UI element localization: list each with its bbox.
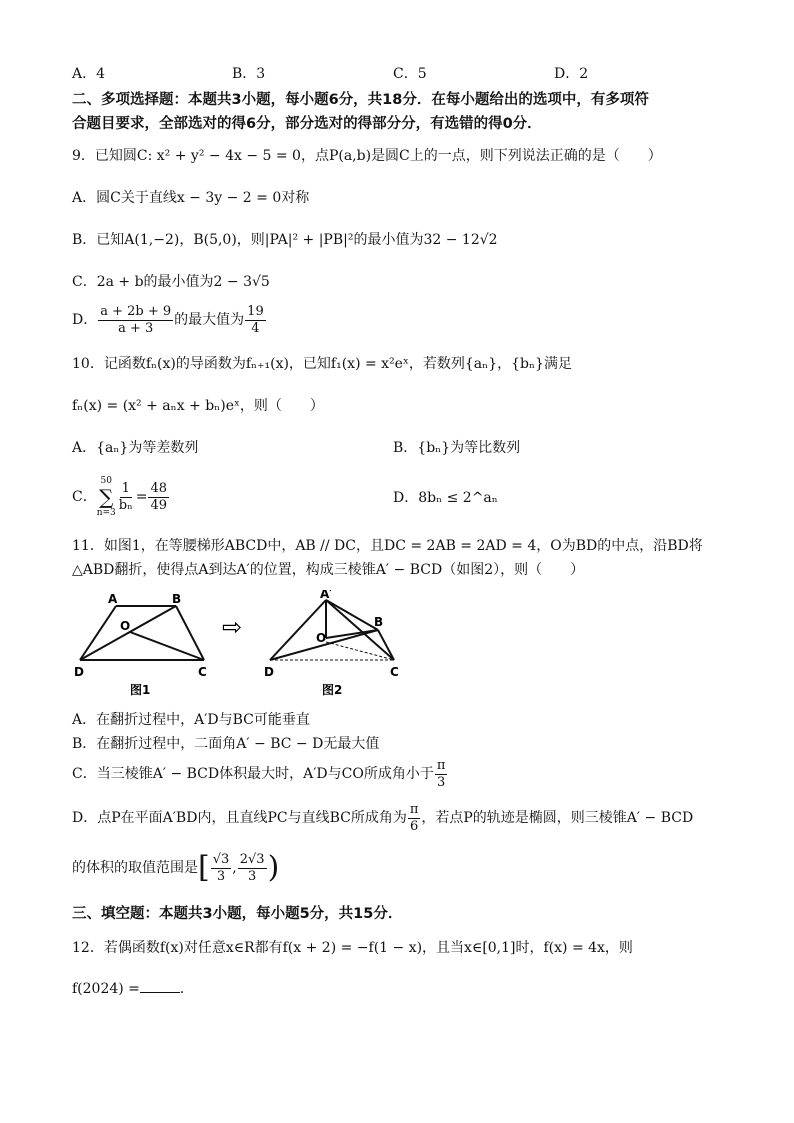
q11-d-text1: D．点P在平面A′BD内，且直线PC与直线BC所成角为: [72, 810, 407, 826]
q11-d-comma: ,: [232, 860, 237, 876]
q11-d-text2: ，若点P的轨迹是椭圆，则三棱锥A′ − BCD: [421, 810, 694, 826]
q9-option-d: [72, 302, 267, 338]
q11-d-bracket-right: ): [267, 850, 280, 885]
q10-c-value-num: 48: [150, 480, 168, 496]
q10-stem-line2: fₙ(x) = (x² + aₙx + bₙ)eˣ，则（ ）: [72, 398, 324, 414]
q11-stem-line2: △ABD翻折，使得点A到达A′的位置，构成三棱锥A′ − BCD（如图2），则（ ）: [72, 562, 585, 578]
q10-c-equals: =: [135, 489, 148, 505]
fig2-point-a-prime: A′: [320, 590, 333, 601]
fig1-point-o: O: [120, 619, 131, 633]
prev-option-b: B．3: [232, 66, 266, 82]
q11-d-num: π: [409, 801, 419, 817]
fig1-label: 图1: [130, 683, 151, 697]
q11-d-r1-num: √3: [212, 851, 230, 867]
q11-stem-line1: 11．如图1，在等腰梯形ABCD中，AB // DC，且DC = 2AB = 2AD = 4，O为BD的中点，沿BD将: [72, 538, 703, 554]
q10-c-value-den: 49: [150, 497, 168, 513]
q10-c-value: [148, 482, 169, 513]
q11-d-fraction: [408, 803, 421, 834]
segment-oc: [130, 632, 204, 660]
fig2-point-b: B: [374, 615, 384, 629]
fig1-point-c: C: [198, 665, 207, 679]
q11-d-r1-den: 3: [216, 868, 226, 884]
q9-stem: 9．已知圆C: x² + y² − 4x − 5 = 0，点P(a,b)是圆C上的一点，则下列说法正确的是（ ）: [72, 148, 662, 164]
q9-d-fraction: [98, 305, 173, 336]
q12-line2: [72, 978, 194, 999]
q9-option-b: B．已知A(1,−2)，B(5,0)，则|PA|² + |PB|²的最小值为32 − 12√2: [72, 232, 498, 248]
q10-c-sigma: ∑: [99, 485, 114, 509]
q9-option-c: C．2a + b的最小值为2 − 3√5: [72, 274, 270, 290]
figure1-trapezoid: [80, 606, 204, 660]
q11-d-r2-den: 3: [248, 868, 257, 884]
q9-d-middle: 的最大值为: [174, 312, 245, 328]
fig2-point-o: O: [316, 631, 327, 645]
q11-option-d-line2: [72, 848, 279, 888]
q11-c-num: π: [436, 757, 446, 773]
q11-c-fraction: [435, 759, 448, 790]
q10-c-sum-top: 50: [100, 476, 112, 486]
fig2-point-d: D: [264, 665, 274, 679]
q12-end-mark: ．: [179, 981, 194, 997]
diagonal-db: [80, 606, 176, 660]
fig1-point-a: A: [108, 592, 118, 606]
q11-option-d: [72, 800, 693, 836]
figure2-pyramid: [270, 600, 394, 660]
section2-heading-line1: 二、多项选择题：本题共3小题，每小题6分，共18分．在每小题给出的选项中，有多项符: [72, 92, 649, 108]
edge-da2: [270, 600, 326, 660]
q9-d-denominator: a + 3: [118, 320, 154, 336]
q10-option-d: D．8bₙ ≤ 2^aₙ: [393, 490, 498, 506]
prev-option-d: D．2: [554, 66, 589, 82]
q9-d-prefix: D．: [72, 312, 98, 328]
q10-option-b: B．{bₙ}为等比数列: [393, 440, 521, 456]
q11-d-bracket-left: [: [198, 850, 210, 885]
q9-option-a: A．圆C关于直线x − 3y − 2 = 0对称: [72, 190, 310, 206]
q11-c-text: C．当三棱锥A′ − BCD体积最大时，A′D与CO所成角小于: [72, 766, 434, 782]
q12-expression: f(2024) =: [72, 981, 140, 997]
q10-c-prefix: C．: [72, 489, 97, 505]
q11-option-c: [72, 756, 448, 792]
q9-d-value-den: 4: [251, 320, 260, 336]
fold-arrow-icon: ⇨: [222, 613, 243, 641]
fig1-point-b: B: [172, 592, 182, 606]
prev-option-a: A．4: [72, 66, 106, 82]
edge-bc2: [378, 630, 394, 660]
q10-option-c: [72, 474, 170, 520]
q10-c-fraction: [117, 482, 135, 513]
q11-d-range-high: [238, 853, 267, 884]
q10-c-summation: [97, 475, 116, 519]
q11-c-den: 3: [436, 774, 446, 790]
edge-da: [80, 606, 116, 660]
q12-answer-blank[interactable]: [140, 978, 180, 993]
q10-c-frac-num: 1: [121, 480, 130, 496]
q11-d-line2-text: 的体积的取值范围是: [72, 860, 198, 876]
q11-d-den: 6: [409, 818, 419, 834]
q9-d-value: [245, 305, 266, 336]
fig2-label: 图2: [322, 683, 343, 697]
q10-c-sum-bottom: n=3: [96, 508, 116, 518]
edge-a2b: [326, 600, 378, 630]
q9-d-value-num: 19: [247, 303, 264, 319]
q11-option-b: B．在翻折过程中，二面角A′ − BC − D无最大值: [72, 736, 380, 752]
section2-heading-line2: 合题目要求，全部选对的得6分，部分选对的得部分分，有选错的得0分．: [72, 116, 542, 132]
q11-option-a: A．在翻折过程中，A′D与BC可能垂直: [72, 712, 310, 728]
q11-figure: [72, 590, 412, 700]
fig1-point-d: D: [74, 665, 84, 679]
q10-option-a: A．{aₙ}为等差数列: [72, 440, 199, 456]
q10-stem-line1: 10．记函数fₙ(x)的导函数为fₙ₊₁(x)，已知f₁(x) = x²eˣ，若数列{aₙ}，{bₙ}满足: [72, 356, 572, 372]
q11-d-r2-num: 2√3: [239, 851, 265, 867]
q12-stem: 12．若偶函数f(x)对任意x∈R都有f(x + 2) = −f(1 − x)，且当x∈[0,1]时，f(x) = 4x，则: [72, 940, 633, 956]
fig2-point-c: C: [390, 665, 399, 679]
section3-heading: 三、填空题：本题共3小题，每小题5分，共15分．: [72, 906, 403, 922]
q10-c-frac-den: bₙ: [118, 497, 133, 513]
q9-d-numerator: a + 2b + 9: [100, 303, 172, 319]
prev-option-c: C．5: [393, 66, 427, 82]
q11-d-range-low: [211, 853, 232, 884]
